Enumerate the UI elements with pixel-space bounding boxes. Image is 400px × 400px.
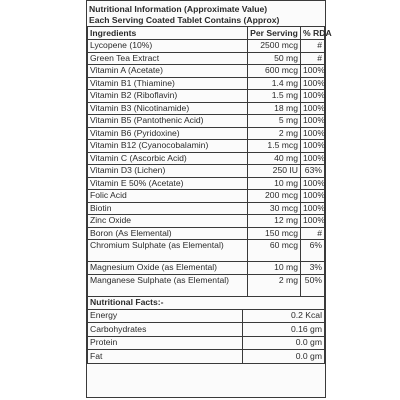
ingredient-serving: 10 mg [248, 177, 301, 190]
table-row [88, 309, 325, 323]
ingredient-rda: # [301, 227, 325, 240]
column-header-rda: % RDA [301, 27, 325, 40]
ingredient-rda: 100% [301, 152, 325, 165]
table-row [88, 40, 325, 53]
ingredient-name: Boron (As Elemental) [88, 227, 248, 240]
table-row [88, 262, 325, 275]
ingredient-serving: 1.4 mg [248, 77, 301, 90]
ingredient-name: Vitamin B6 (Pyridoxine) [88, 127, 248, 140]
table-row [88, 240, 325, 262]
ingredient-rda: 100% [301, 90, 325, 103]
ingredient-rda: 6% [301, 240, 325, 262]
table-row [88, 127, 325, 140]
ingredient-rda: 100% [301, 115, 325, 128]
table-row [88, 77, 325, 90]
ingredient-name: Manganese Sulphate (as Elemental) [88, 274, 248, 296]
ingredient-serving: 600 mcg [248, 65, 301, 78]
table-row [88, 65, 325, 78]
table-row [88, 350, 325, 364]
ingredient-serving: 5 mg [248, 115, 301, 128]
fact-value: 0.0 gm [243, 336, 325, 350]
table-row [88, 52, 325, 65]
ingredient-serving: 150 mcg [248, 227, 301, 240]
ingredient-serving: 200 mcg [248, 190, 301, 203]
ingredient-name: Folic Acid [88, 190, 248, 203]
fact-name: Fat [88, 350, 243, 364]
ingredient-serving: 50 mg [248, 52, 301, 65]
ingredient-rda: 100% [301, 102, 325, 115]
ingredient-serving: 2 mg [248, 127, 301, 140]
facts-table [87, 309, 325, 364]
ingredient-rda: 100% [301, 77, 325, 90]
column-header-ingredients: Ingredients [88, 27, 248, 40]
table-row [88, 190, 325, 203]
ingredient-rda: 100% [301, 127, 325, 140]
ingredient-name: Biotin [88, 202, 248, 215]
ingredient-name: Vitamin D3 (Lichen) [88, 165, 248, 178]
ingredient-serving: 2500 mcg [248, 40, 301, 53]
fact-value: 0.0 gm [243, 350, 325, 364]
ingredients-table [87, 26, 332, 297]
header-title: Nutritional Information (Approximate Value) [89, 4, 268, 15]
ingredient-name: Lycopene (10%) [88, 40, 248, 53]
ingredient-rda: 100% [301, 140, 325, 153]
fact-name: Protein [88, 336, 243, 350]
nutrition-label [86, 0, 332, 398]
table-row [88, 140, 325, 153]
ingredient-serving: 10 mg [248, 262, 301, 275]
ingredient-serving: 12 mg [248, 215, 301, 228]
ingredient-rda: 100% [301, 215, 325, 228]
fact-name: Carbohydrates [88, 323, 243, 337]
table-row [88, 323, 325, 337]
table-row [88, 152, 325, 165]
table-row [88, 227, 325, 240]
ingredient-name: Vitamin A (Acetate) [88, 65, 248, 78]
table-row [88, 274, 325, 296]
ingredient-name: Vitamin B5 (Pantothenic Acid) [88, 115, 248, 128]
ingredient-serving: 18 mg [248, 102, 301, 115]
fact-value: 0.2 Kcal [243, 309, 325, 323]
ingredient-rda: 63% [301, 165, 325, 178]
ingredient-serving: 30 mcg [248, 202, 301, 215]
ingredient-name: Vitamin B3 (Nicotinamide) [88, 102, 248, 115]
header-subtitle: Each Serving Coated Tablet Contains (Approx) [89, 15, 280, 26]
table-row [88, 165, 325, 178]
ingredient-name: Vitamin C (Ascorbic Acid) [88, 152, 248, 165]
ingredient-rda: 3% [301, 262, 325, 275]
facts-title: Nutritional Facts:- [87, 297, 325, 309]
ingredient-name: Vitamin B12 (Cyanocobalamin) [88, 140, 248, 153]
ingredient-rda: 100% [301, 190, 325, 203]
table-row [88, 115, 325, 128]
ingredient-rda: # [301, 52, 325, 65]
ingredient-name: Vitamin B2 (Riboflavin) [88, 90, 248, 103]
ingredient-name: Zinc Oxide [88, 215, 248, 228]
ingredient-serving: 1.5 mcg [248, 140, 301, 153]
ingredient-rda: 100% [301, 65, 325, 78]
ingredient-name: Green Tea Extract [88, 52, 248, 65]
ingredient-name: Magnesium Oxide (as Elemental) [88, 262, 248, 275]
table-row [88, 177, 325, 190]
ingredient-serving: 1.5 mg [248, 90, 301, 103]
ingredient-name: Chromium Sulphate (as Elemental) [88, 240, 248, 262]
fact-name: Energy [88, 309, 243, 323]
ingredient-rda: 100% [301, 177, 325, 190]
fact-value: 0.16 gm [243, 323, 325, 337]
ingredients-header-row [88, 27, 325, 40]
ingredient-serving: 40 mg [248, 152, 301, 165]
ingredient-name: Vitamin B1 (Thiamine) [88, 77, 248, 90]
ingredient-serving: 250 IU [248, 165, 301, 178]
ingredient-serving: 2 mg [248, 274, 301, 296]
table-row [88, 90, 325, 103]
ingredient-name: Vitamin E 50% (Acetate) [88, 177, 248, 190]
ingredient-rda: # [301, 40, 325, 53]
table-row [88, 102, 325, 115]
table-row [88, 202, 325, 215]
table-row [88, 336, 325, 350]
ingredient-serving: 60 mcg [248, 240, 301, 262]
column-header-serving: Per Serving [248, 27, 301, 40]
table-row [88, 215, 325, 228]
ingredient-rda: 50% [301, 274, 325, 296]
ingredient-rda: 100% [301, 202, 325, 215]
